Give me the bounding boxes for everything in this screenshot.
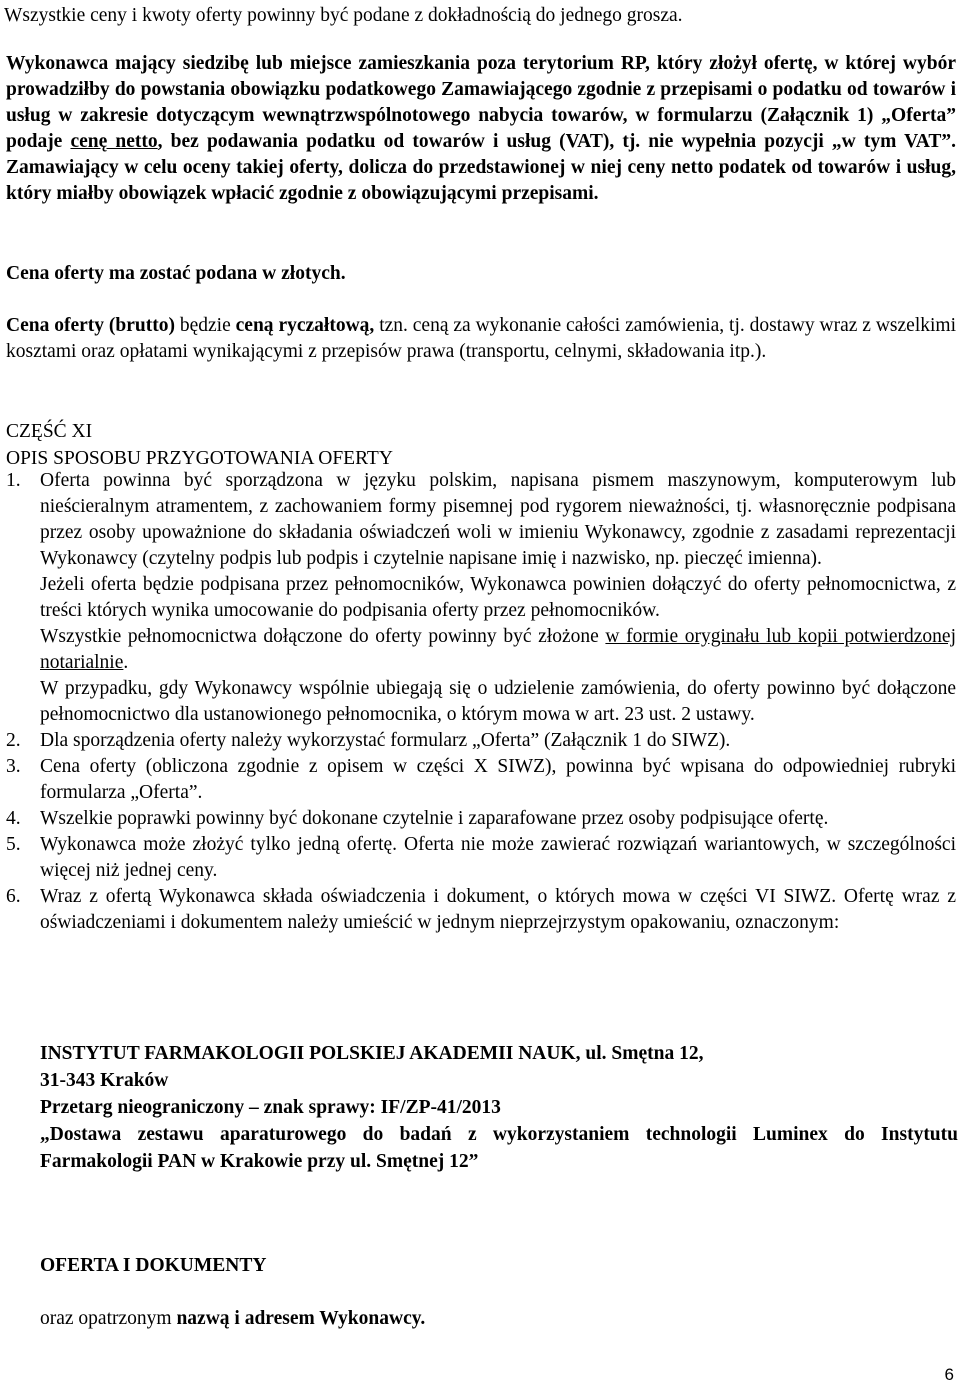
list-item-text: W przypadku, gdy Wykonawcy wspólnie ubiegają się o udzielenie zamówienia, do oferty powinno być dołączone pełnomocnictwo dla ustanowionego pełnomocnika, o którym mowa w art. 23 ust. 2 ustawy.: [40, 678, 956, 725]
list-item-text: Wykonawca może złożyć tylko jedną ofertę. Oferta nie może zawierać rozwiązań wariantowych, w szczególności więcej niż jednej ceny.: [40, 834, 956, 881]
list-item-text-part: Wszystkie pełnomocnictwa dołączone do oferty powinny być złożone: [40, 626, 606, 647]
list-item-number: 3.: [6, 756, 21, 777]
list-item-text: Cena oferty (obliczona zgodnie z opisem w części X SIWZ), powinna być wpisana do odpowiedniej rubryki formularza „Oferta”.: [40, 756, 956, 803]
list-item-text: [40, 624, 956, 676]
gross-price-paragraph: [6, 313, 956, 365]
section-title: OPIS SPOSOBU PRZYGOTOWANIA OFERTY: [6, 448, 393, 469]
contractor-note-bold: nazwą i adresem Wykonawcy.: [176, 1308, 426, 1329]
list-item-text: Wszelkie poprawki powinny być dokonane czytelnie i zaparafowane przez osoby podpisujące ofertę.: [40, 808, 829, 829]
list-item-text: Oferta powinna być sporządzona w języku polskim, napisana pismem maszynowym, komputerowym lub nieścieralnym atramentem, z zachowaniem formy pisemnej pod rygorem nieważności, tj. własnoręcznie podpisana przez osoby upoważnione do składania oświadczeń woli w imieniu Wykonawcy, zgodnie z zasadami reprezentacji Wykonawcy (czytelny podpis lub podpis i czytelnie napisane imię i nazwisko, np. pieczęć imienna).: [40, 470, 956, 569]
address-line: INSTYTUT FARMAKOLOGII POLSKIEJ AKADEMII NAUK, ul. Smętna 12,: [40, 1043, 704, 1064]
list-item-number: 6.: [6, 886, 21, 907]
contractor-name-note: [40, 1306, 425, 1332]
list-item: [6, 728, 956, 754]
address-line: „Dostawa zestawu aparaturowego do badań z wykorzystaniem technologii Luminex do Instytutu Farmakologii PAN w Krakowie przy ul. Smętnej 12”: [40, 1124, 958, 1172]
gross-price-text-2: tzn. ceną za wykonanie całości zamówienia, tj. dostawy wraz z wszelkimi kosztami oraz opłatami wynikającymi z przepisów prawa (transportu, celnymi, składowania itp.).: [6, 315, 956, 362]
list-item-text: Wraz z ofertą Wykonawca składa oświadczenia i dokument, o których mowa w części VI SIWZ. Ofertę wraz z oświadczeniami i dokumentem należy umieścić w jednym nieprzejrzystym opakowaniu, oznaczonym:: [40, 886, 956, 933]
section-part: CZĘŚĆ XI: [6, 421, 93, 442]
list-item-number: 4.: [6, 808, 21, 829]
gross-price-text-1: będzie: [174, 315, 236, 336]
page-number: 6: [944, 1365, 954, 1384]
intro-text-1: Wykonawca mający siedzibę lub miejsce zamieszkania poza terytorium RP, który złożył ofertę, w której wybór prowadziłby do powstania obowiązku podatkowego Zamawiającego zgodnie z przepisami o podatku od towarów i usług w zakresie dotyczącym wewnątrzwspólnotowego nabycia towarów, w formularzu (Załącznik 1) „Oferta” podaje: [6, 53, 956, 152]
intro-text-3: Zamawiający w celu oceny takiej oferty, dolicza do przedstawionej w niej ceny netto podatek od towarów i usług, który miałby obowiązek wpłacić zgodnie z obowiązującymi przepisami.: [6, 157, 956, 204]
list-item-number: 5.: [6, 834, 21, 855]
currency-note: Cena oferty ma zostać podana w złotych.: [6, 263, 346, 284]
envelope-address-block: [40, 1040, 958, 1175]
list-item: [6, 754, 956, 806]
address-line: Przetarg nieograniczony – znak sprawy: IF/ZP-41/2013: [40, 1097, 501, 1118]
price-precision-note: Wszystkie ceny i kwoty oferty powinny być podane z dokładnością do jednego grosza.: [4, 5, 683, 26]
intro-underlined-net-price: cenę netto: [70, 131, 158, 152]
list-item: [6, 884, 956, 936]
gross-price-label: Cena oferty (brutto): [6, 315, 175, 336]
intro-text-2: , bez podawania podatku od towarów i usług (VAT), tj. nie wypełnia pozycji „w tym VAT”.: [157, 131, 956, 152]
list-item-number: 2.: [6, 730, 21, 751]
list-item-text: Dla sporządzenia oferty należy wykorzystać formularz „Oferta” (Załącznik 1 do SIWZ).: [40, 730, 731, 751]
foreign-contractor-paragraph: [6, 51, 956, 207]
list-item-text-part: .: [123, 652, 129, 673]
section-heading: [6, 418, 393, 472]
instructions-list: [6, 468, 956, 936]
list-item-number: 1.: [6, 470, 21, 491]
notarial-copy-underlined: w formie oryginału lub kopii potwierdzonej notarialnie: [40, 626, 956, 673]
list-item-text: Jeżeli oferta będzie podpisana przez pełnomocników, Wykonawca powinien dołączyć do oferty pełnomocnictwa, z treści których wynika umocowanie do podpisania oferty przez pełnomocników.: [40, 574, 956, 621]
list-item: [6, 806, 956, 832]
contractor-note-text: oraz opatrzonym: [40, 1308, 177, 1329]
lump-sum-label: ceną ryczałtową,: [235, 315, 375, 336]
offer-documents-label: OFERTA I DOKUMENTY: [40, 1255, 267, 1276]
address-line: 31-343 Kraków: [40, 1070, 169, 1091]
list-item: [6, 832, 956, 884]
list-item: [6, 468, 956, 728]
